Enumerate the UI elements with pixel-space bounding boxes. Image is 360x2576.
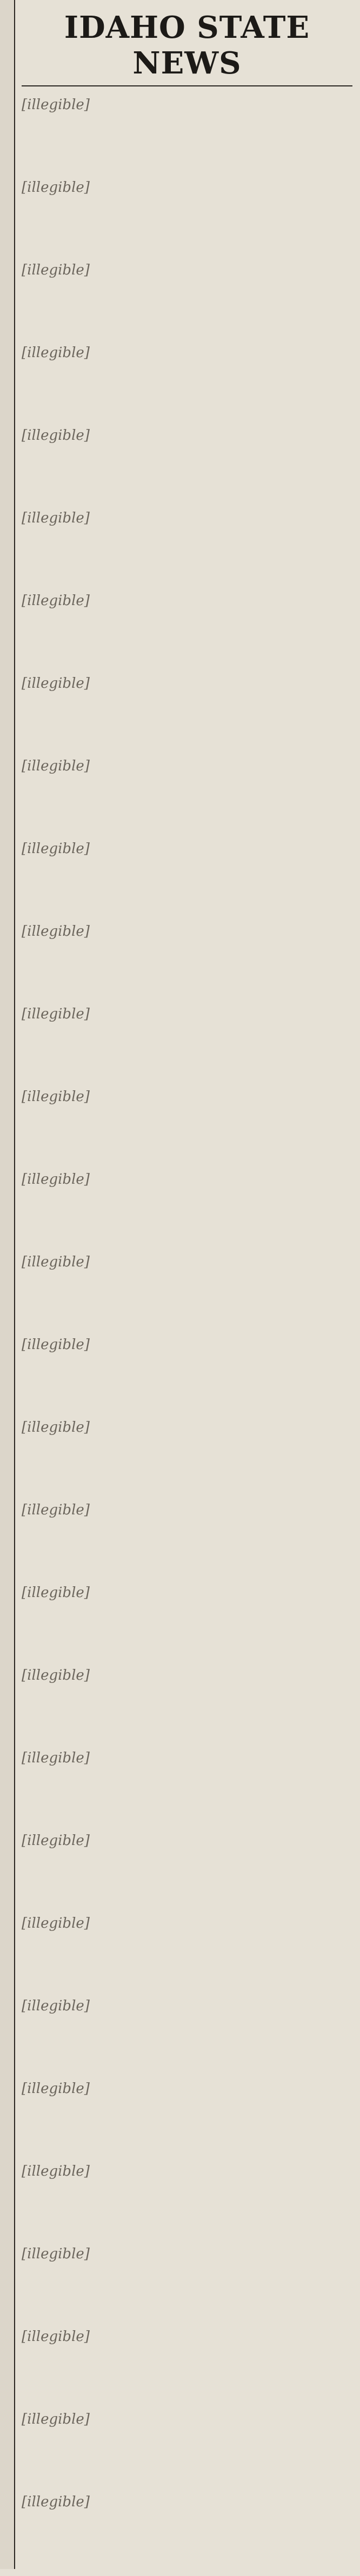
news-item: [22, 2080, 352, 2156]
news-item-text: [illegible]: [22, 1833, 90, 1849]
news-item: [22, 592, 352, 668]
news-item-text: [illegible]: [22, 2081, 90, 2097]
news-item: [22, 1749, 352, 1826]
news-item-text: [illegible]: [22, 1419, 90, 1435]
news-item-text: [illegible]: [22, 262, 90, 278]
news-item-text: [illegible]: [22, 1998, 90, 2014]
news-item-text: [illegible]: [22, 2329, 90, 2345]
news-items: [22, 96, 352, 2576]
news-item-text: [illegible]: [22, 510, 90, 526]
news-item-text: [illegible]: [22, 1254, 90, 1270]
news-item-text: [illegible]: [22, 923, 90, 940]
news-item: [22, 509, 352, 586]
news-item: [22, 923, 352, 999]
news-item-text: [illegible]: [22, 427, 90, 444]
news-item: [22, 2328, 352, 2404]
news-item-text: [illegible]: [22, 345, 90, 361]
news-item: [22, 96, 352, 172]
news-item: [22, 1005, 352, 1082]
news-item-text: [illegible]: [22, 841, 90, 857]
news-item: [22, 1253, 352, 1330]
news-item: [22, 1336, 352, 1412]
news-item: [22, 2245, 352, 2322]
news-item: [22, 1584, 352, 1660]
news-item: [22, 179, 352, 255]
news-item: [22, 2411, 352, 2487]
news-item: [22, 1915, 352, 1991]
news-item: [22, 2493, 352, 2570]
news-item: [22, 840, 352, 916]
news-item-text: [illegible]: [22, 1171, 90, 1188]
news-item-text: [illegible]: [22, 1750, 90, 1766]
headline-rule: [22, 85, 352, 86]
news-item-text: [illegible]: [22, 1667, 90, 1683]
news-item-text: [illegible]: [22, 2411, 90, 2427]
news-item: [22, 1501, 352, 1578]
news-item: [22, 675, 352, 751]
news-item: [22, 2163, 352, 2239]
news-item-text: [illegible]: [22, 1585, 90, 1601]
news-item-text: [illegible]: [22, 1337, 90, 1353]
news-column: [22, 10, 352, 2576]
news-item: [22, 1171, 352, 1247]
news-item: [22, 757, 352, 834]
news-item-text: [illegible]: [22, 1915, 90, 1931]
news-item: [22, 1832, 352, 1908]
news-item-text: [illegible]: [22, 2494, 90, 2510]
news-item: [22, 1667, 352, 1743]
news-item-text: [illegible]: [22, 1006, 90, 1022]
news-item-text: [illegible]: [22, 1502, 90, 1518]
news-item-text: [illegible]: [22, 2246, 90, 2262]
news-item: [22, 1419, 352, 1495]
news-item-text: [illegible]: [22, 758, 90, 774]
news-item-text: [illegible]: [22, 2163, 90, 2179]
news-item: [22, 1088, 352, 1164]
news-item: [22, 261, 352, 338]
news-item-text: [illegible]: [22, 675, 90, 692]
news-item: [22, 1997, 352, 2074]
news-item-text: [illegible]: [22, 97, 90, 113]
left-page-gutter: [0, 0, 15, 2569]
headline: IDAHO STATE NEWS: [64, 10, 310, 81]
news-item: [22, 427, 352, 503]
news-item-text: [illegible]: [22, 179, 90, 196]
news-item-text: [illegible]: [22, 1089, 90, 1105]
news-item: [22, 344, 352, 420]
news-item-text: [illegible]: [22, 593, 90, 609]
